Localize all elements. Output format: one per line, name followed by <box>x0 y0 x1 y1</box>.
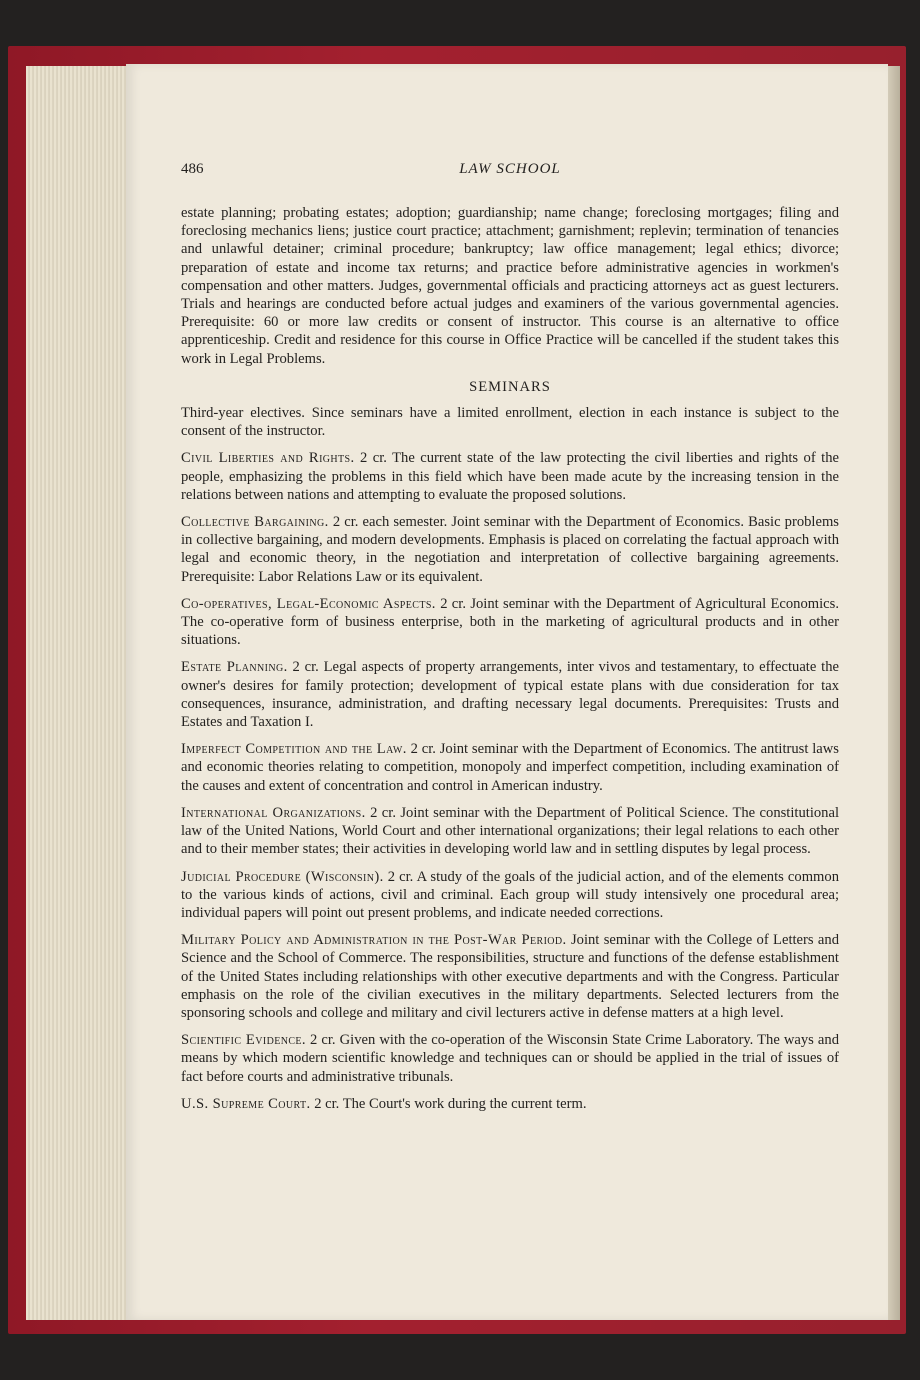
course-title: Co-operatives, Legal-Economic Aspects. <box>181 595 436 612</box>
course-entry <box>181 1095 839 1113</box>
course-description: 2 cr. Joint seminar with the Department of Political Science. The constitutional law of the United Nations, World Court and other international organizations; their legal relations to each other and to their member states; their activities in developing world law and in settling disputes by legal process. <box>181 804 840 858</box>
course-entry <box>181 595 839 650</box>
course-title: Scientific Evidence. <box>181 1032 306 1049</box>
course-description: 2 cr. Joint seminar with the Department of Economics. The antitrust laws and economic theories relating to competition, monopoly and imperfect competition, including examination of the causes and extent of concentration and control in American industry. <box>181 741 839 794</box>
course-title: Military Policy and Administration in the Post-War Period. <box>181 932 567 949</box>
page-gutter-right <box>886 66 900 1320</box>
course-description: Joint seminar with the College of Letters and Science and the School of Commerce. The responsibilities, structure and functions of the defense establishment of the United States including relationships with other executive departments and with the Congress. Particular emphasis on the role of the civilian executives in the military departments. Selected lecturers from the sponsoring schools and college and military and civil lecturers active in defense matters at a high level. <box>181 932 840 1021</box>
course-entry <box>181 931 839 1022</box>
intro-paragraph: estate planning; probating estates; adoption; guardianship; name change; foreclosing mortgages; filing and foreclosing mechanics liens; justice court practice; attachment; garnishment; replevin; termination of tenancies and unlawful detainer; criminal procedure; bankruptcy; law office management; legal ethics; divorce; preparation of estate and income tax returns; and practice before administrative agencies in workmen's compensation and other matters. Judges, governmental officials and practicing attorneys act as guest lecturers. Trials and hearings are conducted before actual judges and examiners of the various governmental agencies. Prerequisite: 60 or more law credits or consent of instructor. This course is an alternative to office apprenticeship. Credit and residence for this course in Office Practice will be cancelled if the student takes this work in Legal Problems. <box>181 205 839 367</box>
course-title: Estate Planning. <box>181 659 288 676</box>
course-title: Imperfect Competition and the Law. <box>181 741 407 758</box>
page-number: 486 <box>181 161 204 177</box>
page-content <box>181 160 839 1122</box>
course-title: Civil Liberties and Rights. <box>181 450 355 467</box>
running-head: LAW SCHOOL <box>459 161 561 177</box>
course-entry <box>181 449 839 504</box>
course-description: 2 cr. Legal aspects of property arrangements, inter vivos and testamentary, to effectuate the owner's desires for family protection; development of typical estate plans with due consideration for tax consequences, insurance, administration, and drafting necessary legal documents. Prerequisites: Trusts and Estates and Taxation I. <box>181 659 839 731</box>
page-header <box>181 160 839 180</box>
page-edges <box>26 66 129 1320</box>
course-title: Collective Bargaining. <box>181 514 329 531</box>
course-title: Judicial Procedure (Wisconsin). <box>181 868 384 885</box>
course-entry <box>181 1031 839 1086</box>
course-description: 2 cr. The current state of the law protecting the civil liberties and rights of the people, emphasizing the problems in this field which have been made acute by the increasing tension in the relations between nations and attempting to evaluate the proposed solutions. <box>181 450 839 503</box>
course-description: 2 cr. each semester. Joint seminar with the Department of Economics. Basic problems in collective bargaining, and modern developments. Emphasis is placed on correlating the factual approach with legal and economic theory, in the negotiation and interpretation of collective bargaining agreements. Prerequisite: Labor Relations Law or its equivalent. <box>181 514 839 585</box>
course-description: 2 cr. Given with the co-operation of the Wisconsin State Crime Laboratory. The ways and means by which modern scientific knowledge and techniques can or should be applied in the trial of issues of fact before courts and administrative tribunals. <box>181 1032 839 1085</box>
course-entry <box>181 868 839 923</box>
course-description: 2 cr. The Court's work during the current term. <box>314 1095 587 1112</box>
course-title: U.S. Supreme Court. <box>181 1095 311 1112</box>
course-description: 2 cr. A study of the goals of the judicial action, and of the elements common to the various kinds of actions, civil and criminal. Each group will study intensively one procedural area; individual papers will point out present problems, and indicate needed corrections. <box>181 868 839 921</box>
course-entry <box>181 740 839 795</box>
course-title: International Organizations. <box>181 804 366 821</box>
book-page <box>126 64 888 1320</box>
course-entry <box>181 804 839 859</box>
course-entry <box>181 658 839 731</box>
course-description: 2 cr. Joint seminar with the Department of Agricultural Economics. The co-operative form of business enterprise, both in the marketing of agricultural products and in other situations. <box>181 595 839 649</box>
section-heading: SEMINARS <box>469 378 551 395</box>
section-intro: Third-year electives. Since seminars have a limited enrollment, election in each instance is subject to the consent of the instructor. <box>181 405 839 440</box>
course-entry <box>181 513 839 586</box>
